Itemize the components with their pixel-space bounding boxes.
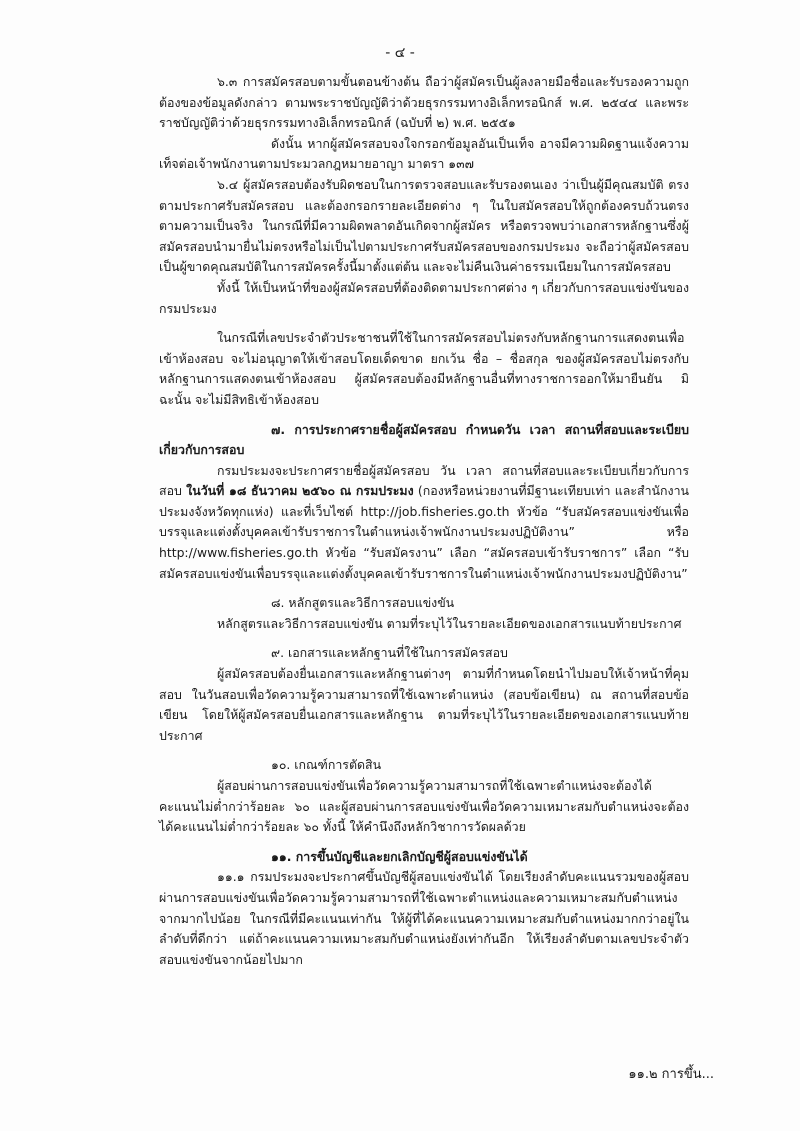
paragraph-7-body — [159, 461, 689, 585]
paragraph-8-body: หลักสูตรและวิธีการสอบแข่งขัน ตามที่ระบุไว้ในรายละเอียดของเอกสารแนบท้ายประกาศ — [217, 615, 682, 631]
document-body — [159, 72, 689, 970]
heading-section-9: ๙. เอกสารและหลักฐานที่ใช้ในการสมัครสอบ — [271, 645, 508, 661]
page-number: - ๔ - — [385, 45, 415, 61]
heading-section-7: ๗. การประกาศรายชื่อผู้สมัครสอบ กำหนดวัน เวลา สถานที่สอบและระเบียบเกี่ยวกับการสอบ — [159, 421, 689, 458]
paragraph-11-1: ๑๑.๑ กรมประมงจะประกาศขึ้นบัญชีผู้สอบแข่งขันได้ โดยเรียงลำดับคะแนนรวมของผู้สอบผ่านการสอบแข่งขันเพื่อวัดความรู้ความสามารถที่ใช้เฉพาะตำแหน่งและความเหมาะสมกับตำแหน่งจากมากไปน้อย ในกรณีที่มีคะแนนเท่ากัน ให้ผู้ที่ได้คะแนนความเหมาะสมกับตำแหน่งมากกว่าอยู่ในลำดับที่ดีกว่า แต่ถ้าคะแนนความเหมาะสมกับตำแหน่งยังเท่ากันอีก ให้เรียงลำดับตามเลขประจำตัวสอบแข่งขันจากน้อยไปมาก — [159, 869, 689, 967]
heading-section-8: ๘. หลักสูตรและวิธีการสอบแข่งขัน — [271, 595, 455, 611]
heading-section-10: ๑๐. เกณฑ์การตัดสิน — [271, 757, 382, 773]
paragraph-6-3: ๖.๓ การสมัครสอบตามขั้นตอนข้างต้น ถือว่าผู้สมัครเป็นผู้ลงลายมือชื่อและรับรองความถูกต้องของข้อมูลดังกล่าว ตามพระราชบัญญัติว่าด้วยธุรกรรมทางอิเล็กทรอนิกส์ พ.ศ. ๒๕๔๔ และพระราชบัญญัติว่าด้วยธุรกรรมทางอิเล็กทรอนิกส์ (ฉบับที่ ๒) พ.ศ. ๒๕๕๑ — [159, 74, 689, 131]
paragraph-7-intro: กรมประมงจะประกาศรายชื่อผู้สมัครสอบ วัน เวลา สถานที่สอบและระเบียบเกี่ยวกับการสอบ — [159, 462, 689, 499]
continuation-marker: ๑๑.๒ การขึ้น... — [628, 1067, 714, 1082]
paragraph-6-3-note: ดังนั้น หากผู้สมัครสอบจงใจกรอกข้อมูลอันเป็นเท็จ อาจมีความผิดฐานแจ้งความเท็จต่อเจ้าพนักงานตามประมวลกฎหมายอาญา มาตรา ๑๓๗ — [159, 135, 689, 172]
paragraph-6-id: ในกรณีที่เลขประจำตัวประชาชนที่ใช้ในการสมัครสอบไม่ตรงกับหลักฐานการแสดงตนเพื่อเข้าห้องสอบ จะไม่อนุญาตให้เข้าสอบโดยเด็ดขาด ยกเว้น ชื่อ – ชื่อสกุล ของผู้สมัครสอบไม่ตรงกับหลักฐานการแสดงตนเข้าห้องสอบ ผู้สมัครสอบต้องมีหลักฐานอื่นที่ทางราชการออกให้มายืนยัน มิฉะนั้น จะไม่มีสิทธิเข้าห้องสอบ — [159, 330, 689, 407]
paragraph-6-4: ๖.๔ ผู้สมัครสอบต้องรับผิดชอบในการตรวจสอบและรับรองตนเอง ว่าเป็นผู้มีคุณสมบัติ ตรงตามประกาศรับสมัครสอบ และต้องกรอกรายละเอียดต่าง ๆ ในใบสมัครสอบให้ถูกต้องครบถ้วนตรงตามความเป็นจริง ในกรณีที่มีความผิดพลาดอันเกิดจากผู้สมัคร หรือตรวจพบว่าเอกสารหลักฐานซึ่งผู้สมัครสอบนำมายื่นไม่ตรงหรือไม่เป็นไปตามประกาศรับสมัครสอบของกรมประมง จะถือว่าผู้สมัครสอบเป็นผู้ขาดคุณสมบัติในการสมัครครั้งนี้มาตั้งแต่ต้น และจะไม่คืนเงินค่าธรรมเนียมในการสมัครสอบ — [159, 176, 689, 275]
heading-section-11: ๑๑. การขึ้นบัญชีและยกเลิกบัญชีผู้สอบแข่งขันได้ — [271, 848, 528, 864]
paragraph-6-duty: ทั้งนี้ ให้เป็นหน้าที่ของผู้สมัครสอบที่ต้องติดตามประกาศต่าง ๆ เกี่ยวกับการสอบแข่งขันของกรมประมง — [159, 279, 689, 316]
paragraph-7-rest: (กองหรือหน่วยงานที่มีฐานะเทียบเท่า และสำนักงานประมงจังหวัดทุกแห่ง) และที่เว็บไซต์ http://job.fisheries.go.th หัวข้อ “รับสมัครสอบแข่งขันเพื่อบรรจุและแต่งตั้งบุคคลเข้ารับราชการในตำแหน่งเจ้าพนักงานประมงปฏิบัติงาน” หรือ http://www.fisheries.go.th หัวข้อ “รับสมัครงาน” เลือก “สมัครสอบเข้ารับราชการ” เลือก “รับสมัครสอบแข่งขันเพื่อบรรจุและแต่งตั้งบุคคลเข้ารับราชการในตำแหน่งเจ้าพนักงานประมงปฏิบัติงาน” — [159, 483, 689, 581]
paragraph-7-date: ในวันที่ ๑๘ ธันวาคม ๒๕๖๐ ณ กรมประมง — [186, 483, 414, 499]
paragraph-10-body: ผู้สอบผ่านการสอบแข่งขันเพื่อวัดความรู้ความสามารถที่ใช้เฉพาะตำแหน่งจะต้องได้คะแนนไม่ต่ำกว่าร้อยละ ๖๐ และผู้สอบผ่านการสอบแข่งขันเพื่อวัดความเหมาะสมกับตำแหน่งจะต้องได้คะแนนไม่ต่ำกว่าร้อยละ ๖๐ ทั้งนี้ ให้คำนึงถึงหลักวิชาการวัดผลด้วย — [159, 778, 689, 835]
paragraph-9-body: ผู้สมัครสอบต้องยื่นเอกสารและหลักฐานต่างๆ ตามที่กำหนดโดยนำไปมอบให้เจ้าหน้าที่คุมสอบ ในวันสอบเพื่อวัดความรู้ความสามารถที่ใช้เฉพาะตำแหน่ง (สอบข้อเขียน) ณ สถานที่สอบข้อเขียน โดยให้ผู้สมัครสอบยื่นเอกสารและหลักฐาน ตามที่ระบุไว้ในรายละเอียดของเอกสารแนบท้ายประกาศ — [159, 666, 689, 743]
